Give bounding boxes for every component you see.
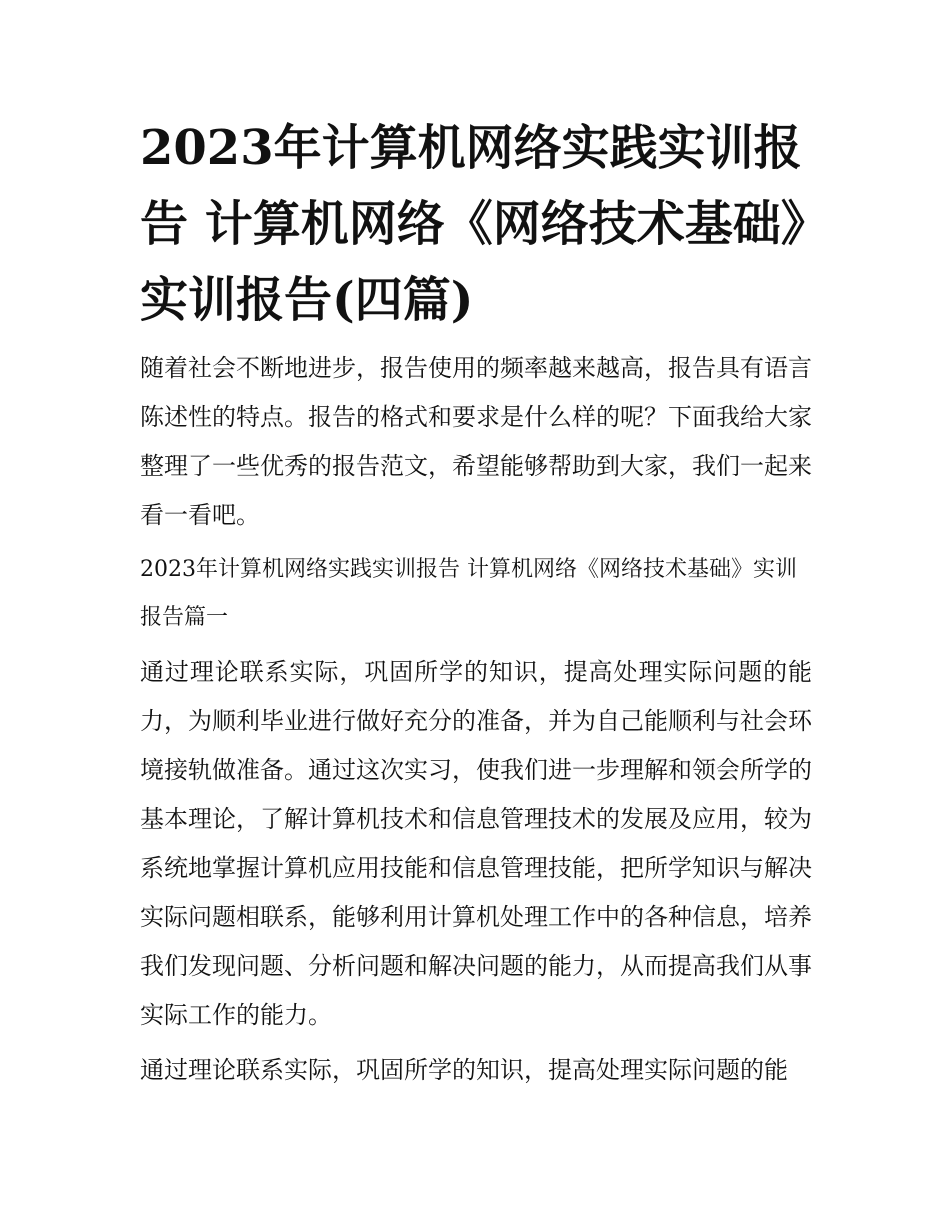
body-paragraph-1: 通过理论联系实际，巩固所学的知识，提高处理实际问题的能力，为顺利毕业进行做好充分的准备，并为自己能顺利与社会环境接轨做准备。通过这次实习，使我们进一步理解和领会所学的基本理论，了解计算机技术和信息管理技术的发展及应用，较为系统地掌握计算机应用技能和信息管理技能，把所学知识与解决实际问题相联系，能够利用计算机处理工作中的各种信息，培养我们发现问题、分析问题和解决问题的能力，从而提高我们从事实际工作的能力。 bbox=[140, 658, 812, 1029]
intro-paragraph: 随着社会不断地进步，报告使用的频率越来越高，报告具有语言陈述性的特点。报告的格式和要求是什么样的呢？下面我给大家整理了一些优秀的报告范文，希望能够帮助到大家，我们一起来看一看吧。 bbox=[140, 354, 812, 529]
section-heading: 2023年计算机网络实践实训报告 计算机网络《网络技术基础》实训报告篇一 bbox=[140, 557, 797, 630]
document-title: 2023年计算机网络实践实训报告 计算机网络《网络技术基础》实训报告(四篇) bbox=[140, 120, 805, 328]
document-body bbox=[140, 110, 812, 1095]
body-paragraph-2: 通过理论联系实际，巩固所学的知识，提高处理实际问题的能 bbox=[140, 1056, 788, 1084]
